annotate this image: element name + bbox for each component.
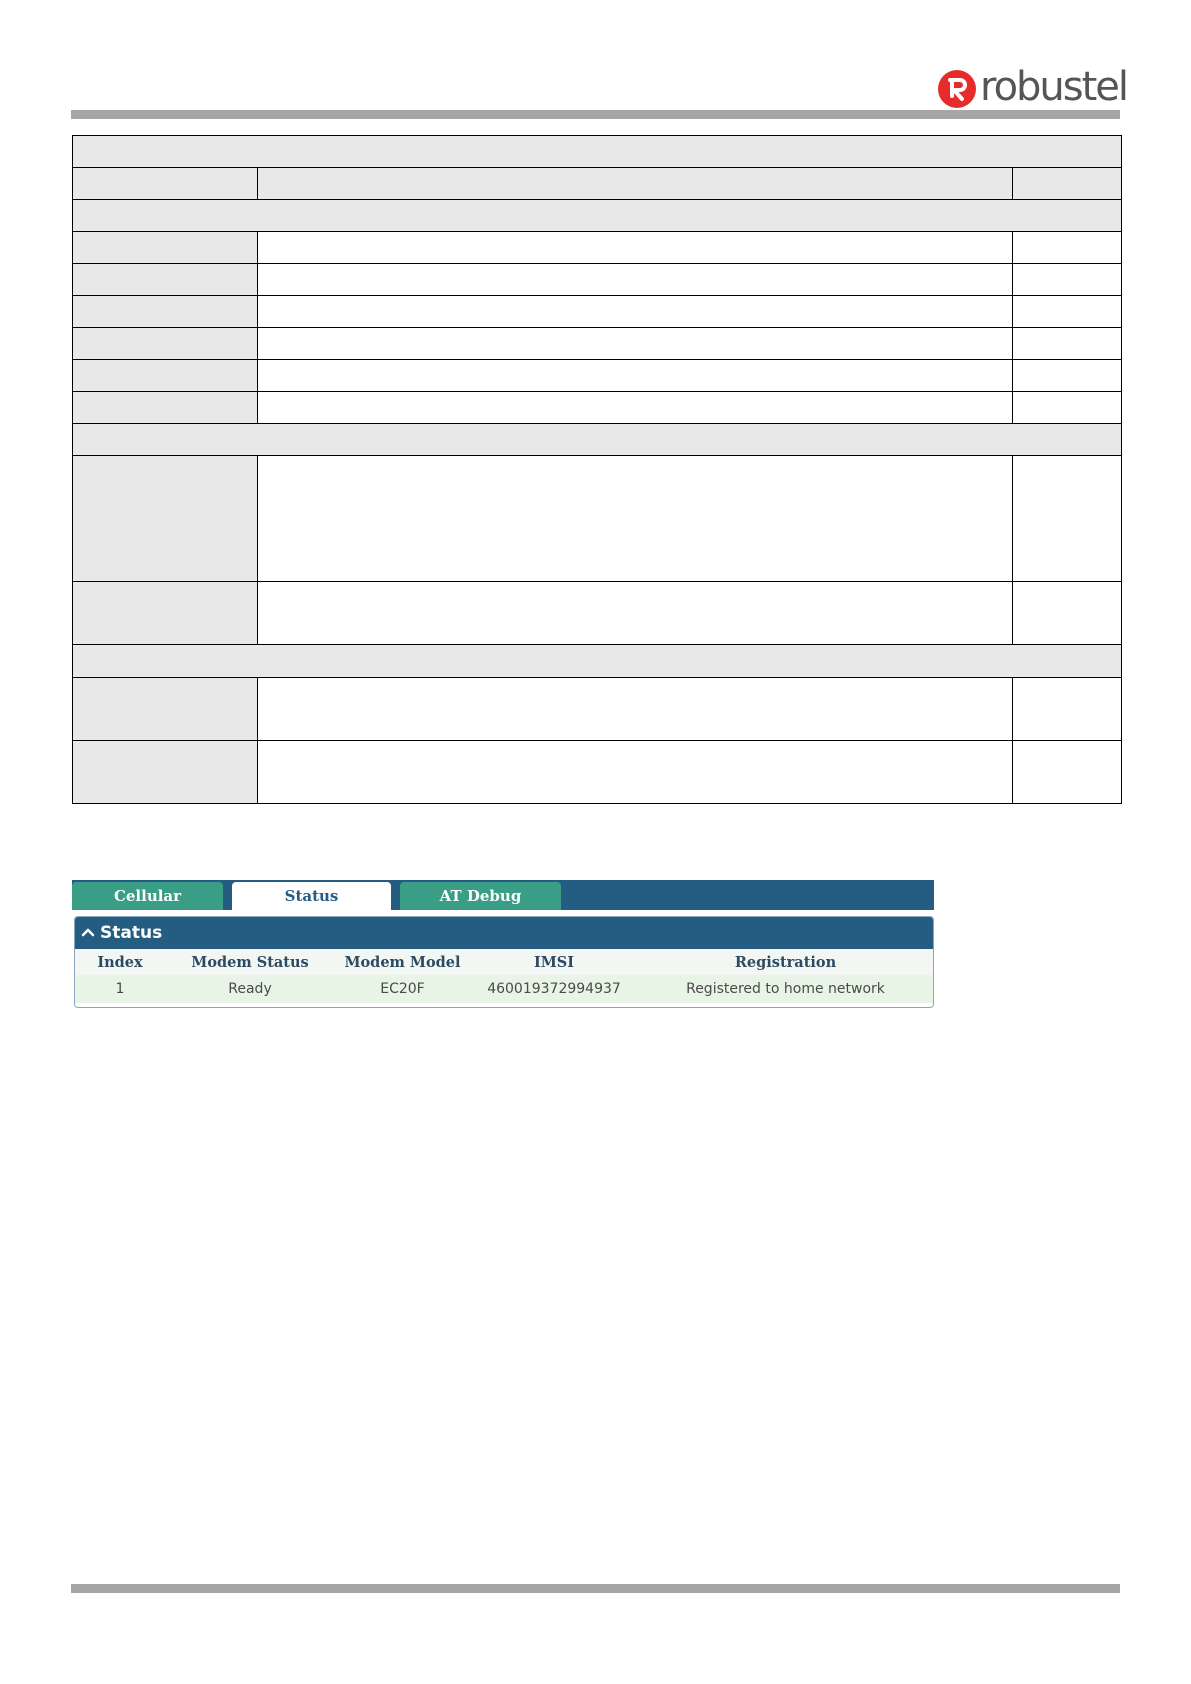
table-title-row xyxy=(73,136,1122,168)
column-header-imsi: IMSI xyxy=(470,949,638,975)
chevron-up-icon[interactable] xyxy=(81,926,95,938)
tab-bar xyxy=(72,880,934,910)
cell-imsi: 460019372994937 xyxy=(470,975,638,1003)
spec-table xyxy=(72,135,1122,804)
footer-rule xyxy=(71,1584,1120,1593)
table-row xyxy=(73,360,1122,392)
tab-cellular[interactable]: Cellular xyxy=(72,882,223,910)
panel-title: Status xyxy=(100,923,163,943)
table-row xyxy=(73,232,1122,264)
tab-status[interactable]: Status xyxy=(232,882,391,910)
table-row xyxy=(73,264,1122,296)
cell-index: 1 xyxy=(75,975,165,1003)
status-table xyxy=(75,949,933,1003)
robustel-logo-icon xyxy=(938,70,976,108)
status-panel xyxy=(74,916,934,1008)
section-row xyxy=(73,645,1122,678)
column-header-registration: Registration xyxy=(638,949,933,975)
table-row xyxy=(73,678,1122,741)
cellular-status-screenshot xyxy=(72,880,934,1010)
status-panel-header[interactable] xyxy=(75,917,933,949)
robustel-logo xyxy=(938,64,1128,112)
logo-wordmark: robustel xyxy=(980,64,1128,110)
cell-modem-status: Ready xyxy=(165,975,335,1003)
column-header-index: Index xyxy=(75,949,165,975)
cell-registration: Registered to home network xyxy=(638,975,933,1003)
table-row xyxy=(73,328,1122,360)
table-row xyxy=(73,392,1122,424)
column-header-modem-model: Modem Model xyxy=(335,949,470,975)
section-row xyxy=(73,424,1122,456)
column-header-modem-status: Modem Status xyxy=(165,949,335,975)
tab-at-debug[interactable]: AT Debug xyxy=(400,882,561,910)
status-header-row xyxy=(75,949,933,975)
cell-modem-model: EC20F xyxy=(335,975,470,1003)
header-rule xyxy=(71,110,1120,119)
table-row xyxy=(73,582,1122,645)
table-row xyxy=(73,456,1122,582)
table-header-row xyxy=(73,168,1122,200)
table-row xyxy=(73,296,1122,328)
table-row xyxy=(73,741,1122,804)
table-row xyxy=(75,975,933,1003)
section-row xyxy=(73,200,1122,232)
